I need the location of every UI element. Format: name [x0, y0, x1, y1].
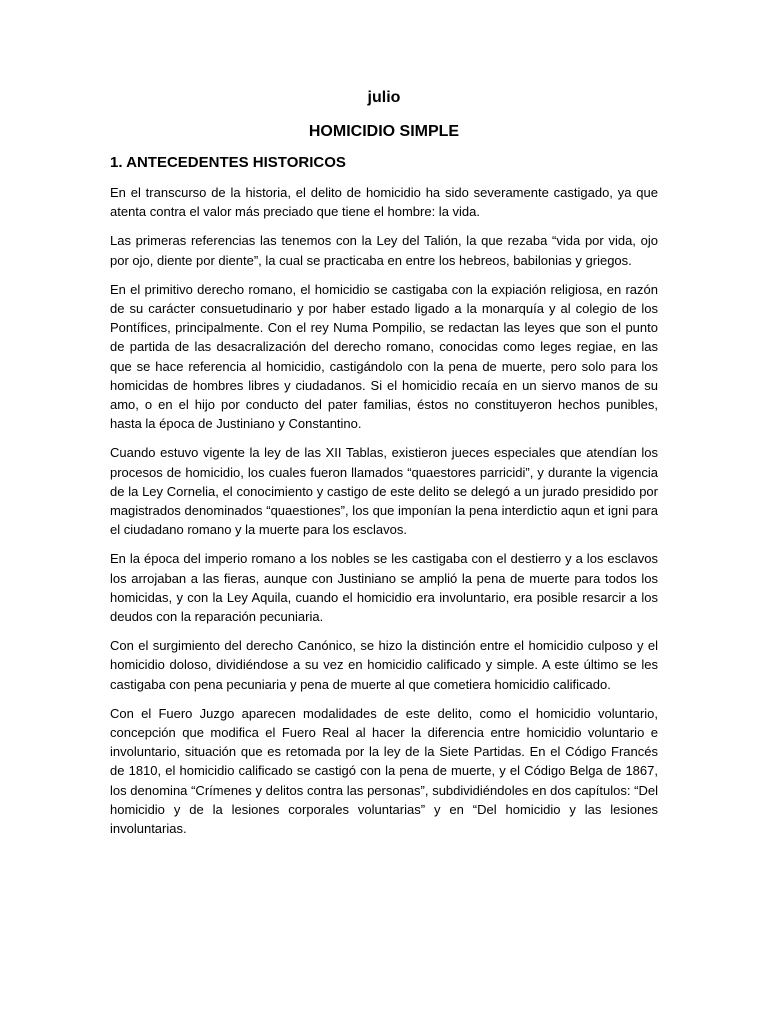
- document-subtitle: HOMICIDIO SIMPLE: [308, 123, 460, 140]
- paragraph: En la época del imperio romano a los nobles se les castigaba con el destierro y a los esclavos los arrojaban a las fieras, aunque con Justiniano se amplió la pena de muerte para todos los homicidas, y con la Ley Aquila, cuando el homicidio era involuntario, era posible resarcir a los deudos con la reparación pecuniaria.: [110, 551, 658, 625]
- paragraph: Con el surgimiento del derecho Canónico, se hizo la distinción entre el homicidio culposo y el homicidio doloso, dividiéndose a su vez en homicidio calificado y simple. A este último se les castigaba con pena pecuniaria y pena de muerte al que cometiera homicidio calificado.: [110, 638, 658, 692]
- paragraph: Con el Fuero Juzgo aparecen modalidades de este delito, como el homicidio voluntario, concepción que modifica el Fuero Real al hacer la diferencia entre homicidio voluntario e involuntario, situación que es retomada por la ley de la Siete Partidas. En el Código Francés de 1810, el homicidio calificado se castigó con la pena de muerte, y el Código Belga de 1867, los denomina “Crímenes y delitos contra las personas”, subdividiéndoles en dos capítulos: “Del homicidio y de la lesiones corporales voluntarias” y en “Del homicidio y las lesiones involuntarias.: [110, 705, 658, 837]
- document-title: julio: [367, 89, 401, 106]
- paragraph: En el transcurso de la historia, el delito de homicidio ha sido severamente castigado, ya que atenta contra el valor más preciado que tiene el hombre: la vida.: [110, 185, 658, 220]
- paragraph: Cuando estuvo vigente la ley de las XII Tablas, existieron jueces especiales que atendían los procesos de homicidio, los cuales fueron llamados “quaestores parricidi”, y durante la vigencia de la Ley Cornelia, el conocimiento y castigo de este delito se delegó a un jurado presidido por magistrados denominados “quaestiones”, los que imponían la pena interdictio aqun et igni para el ciudadano romano y la muerte para los esclavos.: [110, 445, 658, 538]
- document-page: [110, 88, 658, 848]
- section-heading: 1. ANTECEDENTES HISTORICOS: [110, 154, 346, 171]
- paragraph: Las primeras referencias las tenemos con la Ley del Talión, la que rezaba “vida por vida, ojo por ojo, diente por diente”, la cual se practicaba en entre los hebreos, babilonias y griegos.: [110, 233, 658, 268]
- paragraph: En el primitivo derecho romano, el homicidio se castigaba con la expiación religiosa, en razón de su carácter consuetudinario y por haber estado ligado a la monarquía y al colegio de los Pontífices, principalmente. Con el rey Numa Pompilio, se redactan las leyes que son el punto de partida de las desacralización del derecho romano, conocidas como leges regiae, en las que se hace referencia al homicidio, castigándolo con la pena de muerte, pero solo para los homicidas de hombres libres y ciudadanos. Si el homicidio recaía en un siervo manos de su amo, o en el hijo por conducto del pater familias, éstos no constituyeron hechos punibles, hasta la época de Justiniano y Constantino.: [110, 281, 658, 432]
